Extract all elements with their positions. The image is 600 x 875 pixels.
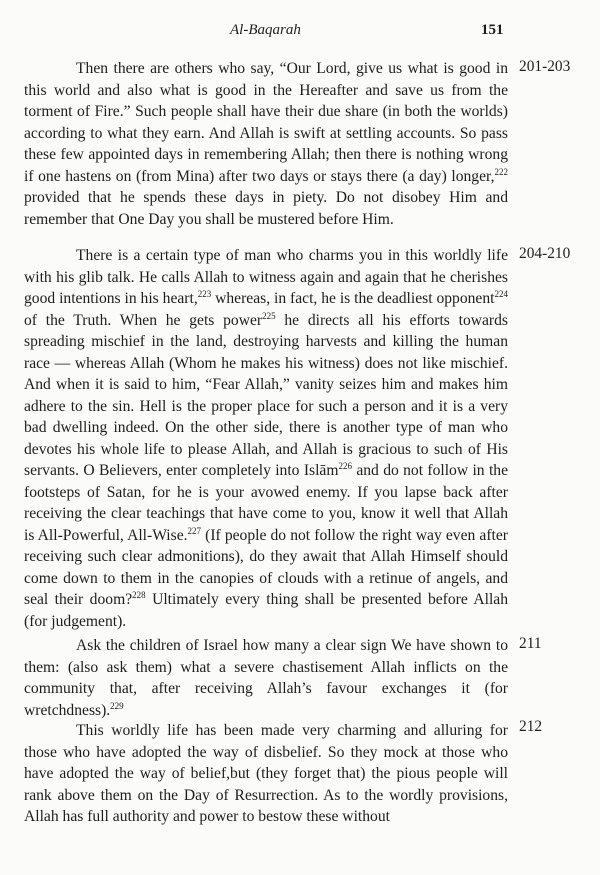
paragraph-text: whereas, in fact, he is the deadliest opponent [211,290,495,307]
running-title: Al-Baqarah [230,22,301,38]
footnote-marker[interactable]: 223 [197,288,212,299]
paragraph-text: (If people do not follow the right way even after receiving such clear admonitions), do they await that Allah Himself should come down to them in the canopies of clouds with a retinue of angels, and seal their doom? [24,526,508,608]
page-number: 151 [481,22,504,38]
footnote-marker[interactable]: 224 [494,288,508,299]
paragraph-204-210 [24,245,508,632]
paragraph-211 [24,635,508,721]
paragraph-text: and do not follow in the footsteps of Satan, for he is your avowed enemy. If you lapse back after receiving the clear teachings that have come to you, know it well that Allah is All-Powerful, All-Wise. [24,462,508,544]
page-header [0,22,600,44]
verse-reference: 212 [519,718,543,735]
paragraph-text: provided that he spends these days in piety. Do not disobey Him and remember that One Day you shall be mustered before Him. [24,189,508,228]
verse-reference: 211 [519,635,542,652]
paragraph-text: There is a certain type of man who charms you in this worldly life with his glib talk. He calls Allah to witness again and again that he cherishes good intentions in his heart, [24,247,508,307]
verse-reference: 204-210 [519,245,571,262]
footnote-marker[interactable]: 228 [132,589,146,600]
footnote-marker[interactable]: 229 [110,700,124,711]
footnote-marker[interactable]: 227 [187,525,202,536]
footnote-marker[interactable]: 226 [338,460,352,471]
paragraph-text: Then there are others who say, “Our Lord, give us what is good in this world and also what is good in the Hereafter and save us from the torment of Fire.” Such people shall have their due share (in both the worlds) according to what they earn. And Allah is swift at settling accounts. So pass these few appointed days in remembering Allah; then there is nothing wrong if one hastens on (from Mina) after two days or stays there (a day) longer, [24,60,508,185]
paragraph-212 [24,720,508,828]
paragraph-text: This worldly life has been made very charming and alluring for those who have adopted the way of disbelief. So they mock at those who have adopted the way of belief,but (they forget that) the pious people will rank above them on the Day of Resurrection. As to the wordly provisions, Allah has full authority and power to bestow these without [24,722,508,825]
paragraph-text: Ask the children of Israel how many a clear sign We have shown to them: (also ask them) what a severe chastisement Allah inflicts on the community that, after receiving Allah’s favour exchanges it (for wretchdness). [24,637,508,719]
paragraph-text: Ultimately every thing shall be presented before Allah (for judgement). [24,591,509,630]
paragraph-text: he directs all his efforts towards spreading mischief in the land, destroying harvests and killing the human race — whereas Allah (Whom he makes his witness) does not like mischief. And when it is said to him, “Fear Allah,” vanity seizes him and makes him adhere to the sin. Hell is the proper place for such a person and it is a very bad dwelling indeed. On the other side, there is another type of man who devotes his whole life to please Allah, and Allah is gracious to such of His servants. O Believers, enter completely into Islām [24,311,508,479]
paragraph-text: of the Truth. When he gets power [24,311,263,329]
paragraph-201-203 [24,58,508,230]
verse-reference: 201-203 [519,58,571,75]
footnote-marker[interactable]: 222 [494,166,508,177]
footnote-marker[interactable]: 225 [262,310,276,321]
